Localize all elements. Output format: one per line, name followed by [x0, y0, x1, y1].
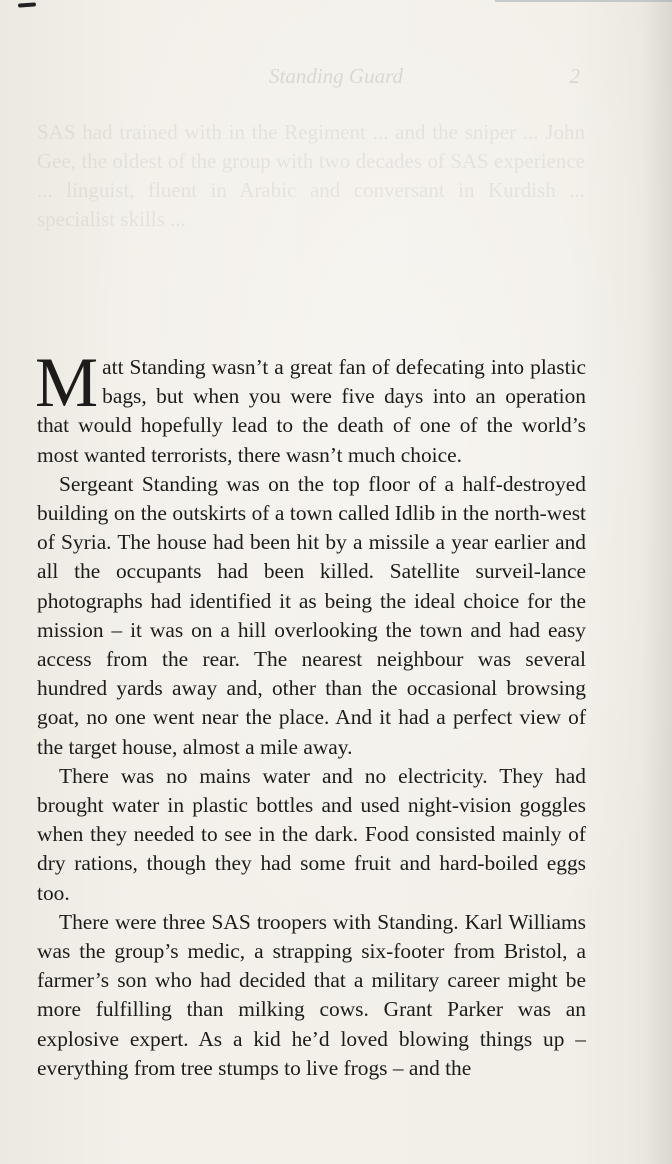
paragraph-4: There were three SAS troopers with Standing. Karl Williams was the group’s medic, a strapping six-footer from Bristol, a farmer’s son who had decided that a military career might be more fulfilling than milking cows. Grant Parker was an explosive expert. As a kid he’d loved blowing things up – everything from tree stumps to live frogs – and the [37, 909, 586, 1080]
bleed-through-header [0, 62, 672, 92]
paragraph-2: Sergeant Standing was on the top floor of a half-destroyed building on the outskirts of a town called Idlib in the north-west of Syria. The house had been hit by a missile a year earlier and all the occupants had been killed. Satellite surveil-lance photographs had identified it as being the ideal choice for the mission – it was on a hill overlooking the town and had easy access from the rear. The nearest neighbour was several hundred yards away and, other than the occasional browsing goat, no one went near the place. And it had a perfect view of the target house, almost a mile away. [37, 471, 586, 759]
bleed-through-title: Standing Guard [269, 64, 403, 88]
chapter-text [35, 344, 586, 1083]
paragraph-1 [35, 344, 586, 470]
paragraph-1-text: att Standing wasn’t a great fan of defecating into plastic bags, but when you were five days into an operation that would hopefully lead to the death of one of the world’s most wanted terrorists, there wasn’t much choice. [37, 355, 586, 467]
page-edge-shadow [642, 0, 672, 1164]
bleed-through-page-number: 2 [569, 64, 580, 88]
bleed-through-text: SAS had trained with in the Regiment ... and the sniper ... John Gee, the oldest of the group with two decades of SAS experience ... linguist, fluent in Arabic and conversant in Kurdish ... specialist skills ... [37, 120, 585, 231]
drop-cap: M [35, 344, 99, 422]
paragraph-3: There was no mains water and no electricity. They had brought water in plastic bottles and used night-vision goggles when they needed to see in the dark. Food consisted mainly of dry rations, though they had some fruit and hard-boiled eggs too. [37, 763, 586, 905]
page-mark [18, 2, 36, 7]
